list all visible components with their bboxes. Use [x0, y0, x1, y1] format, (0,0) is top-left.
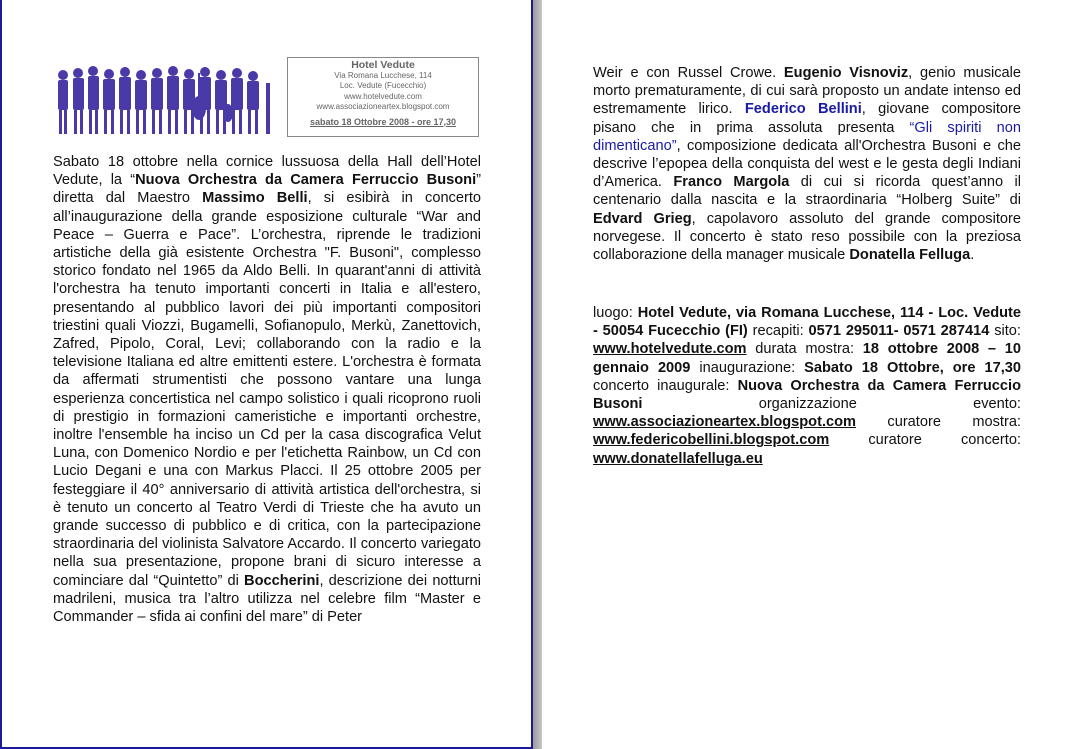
text-run: , giovane compositore pisano che in prima assoluta presenta: [593, 101, 1021, 136]
event-date: sabato 18 Ottobre 2008 - ore 17,30: [309, 116, 457, 127]
text-run: .: [970, 247, 975, 264]
text-run: Weir e con Russel Crowe.: [593, 65, 784, 81]
manager-name: Donatella Felluga: [849, 247, 971, 264]
label-luogo: luogo:: [593, 305, 638, 321]
hotel-address: Via Romana Lucchese, 114: [334, 70, 432, 80]
text-run: , composizione dedicata all'Orchestra Busoni e che descrive l’epopea della conquista del west e le gesta degli Indiani d’America.: [593, 137, 1021, 191]
hotel-site-link[interactable]: www.hotelvedute.com: [593, 341, 747, 358]
label-inaugurazione: inaugurazione:: [690, 359, 805, 376]
text-run: ” diretta dal Maestro: [53, 172, 481, 207]
felluga-link[interactable]: www.donatellafelluga.eu: [593, 450, 763, 467]
conductor-name: Massimo Belli: [202, 190, 308, 207]
exhibition-dates: 18 ottobre 2008 – 10 gennaio 2009: [593, 341, 1021, 376]
hotel-blog: www.associazioneartex.blogspot.com: [316, 102, 450, 111]
composer-visnoviz: Eugenio Visnoviz: [783, 65, 909, 81]
text-run: Sabato 18 ottobre nella cornice lussuosa della Hall dell’Hotel Vedute, la “: [53, 154, 481, 189]
artex-link[interactable]: www.associazioneartex.blogspot.com: [593, 414, 857, 431]
left-page: [0, 0, 533, 749]
composer-bellini: Federico Bellini: [744, 101, 862, 118]
label-concerto: concerto inaugurale:: [593, 377, 738, 394]
composer-grieg: Edvard Grieg: [593, 210, 692, 227]
composer-margola: Franco Margola: [673, 174, 790, 191]
text-run: , si esibirà in concerto all’inaugurazione della grande esposizione culturale “War and Peace – Guerra e Pace”. L’orchestra, riprende le tradizioni artistiche della già esistente Orchestra "F. Busoni", complesso storico fondato nel 1965 da Aldo Belli. In quarant'anni di attività l'orchestra ha tenuto importanti concerti in Italia e all'estero, presentando al pubblico lavori dei più importanti compositori triestini quali Viozzi, Bugamelli, Sofianopulo, Merkù, Zanettovich, Zafred, Pipolo, Coral, Levi; collaborando con la radio e la televisione Italiana ed altre emittenti estere. L'orchestra è formata da affermati strumentisti che possono vantare una lunga esperienza concertistica nel campo solistico i quali ricoprono ruoli di prestigio in formazioni cameristiche e importanti orchestre, inoltre l'ensemble ha inciso un Cd per la casa discografica Velut Luna, con Domenico Nordio e per l'etichetta Rainbow, un Cd con Lucio Degani e una con Markus Placci. Il 25 ottobre 2005 per festeggiare il 40° anniversario di attività artistica dell'orchestra, si è tenuto un concerto al Teatro Verdi di Trieste che ha avuto un grande successo di pubblico e di critica, con la partecipazione straordinaria del violinista Salvatore Accardo. Il concerto variegato nella sua presentazione, propone brani di sicuro interesse a cominciare dal “Quintetto” di: [53, 190, 482, 589]
page-gutter: [533, 0, 542, 749]
composer-boccherini: Boccherini: [244, 572, 320, 589]
orchestra-name: Nuova Orchestra da Camera Ferruccio Busoni: [135, 172, 477, 189]
hotel-info-box: [287, 57, 479, 137]
orchestra-photo: [53, 63, 272, 136]
text-run: , capolavoro assoluto del grande compositore norvegese. Il concerto è stato reso possibile con la preziosa collaborazione della manager musicale: [593, 210, 1021, 264]
phone-numbers: 0571 295011- 0571 287414: [808, 323, 990, 340]
right-body-text: [593, 64, 1021, 264]
hotel-name: Hotel Vedute: [351, 59, 415, 71]
text-run: di cui si ricorda quest’anno il centenario dalla nascita e la straordinaria “Holberg Suite” di: [593, 174, 1021, 209]
event-details-text: [593, 304, 1021, 468]
inauguration-date: Sabato 18 Ottobre, ore 17,30: [804, 359, 1021, 376]
orchestra-name-detail: Nuova Orchestra da Camera Ferruccio Busoni: [593, 377, 1021, 413]
label-durata: durata mostra:: [746, 341, 863, 358]
text-run: , descrizione dei notturni madrileni, musica tra l’altro utilizza nel celebre film “Master e Commander – sfida ai confini del mare” di Peter: [53, 572, 481, 626]
label-curatore-mostra: curatore mostra:: [856, 414, 1021, 431]
label-recapiti: recapiti:: [747, 323, 809, 340]
right-page: [542, 0, 1073, 749]
bellini-link[interactable]: www.federicobellini.blogspot.com: [593, 432, 830, 449]
label-organizzazione: organizzazione evento:: [642, 396, 1021, 413]
hotel-site: www.hotelvedute.com: [344, 91, 422, 101]
work-title: “Gli spiriti non dimenticano”: [593, 119, 1021, 154]
label-sito: sito:: [989, 323, 1021, 340]
venue: Hotel Vedute, via Romana Lucchese, 114 - Loc. Vedute - 50054 Fucecchio (FI): [593, 305, 1021, 340]
hotel-locality: Loc. Vedute (Fucecchio): [339, 81, 427, 90]
left-body-text: [53, 153, 481, 626]
text-run: , genio musicale morto prematuramente, di cui sarà proposto un andate intenso ed estremamente lirico.: [593, 65, 1021, 118]
label-curatore-concerto: curatore concerto:: [829, 432, 1021, 449]
orchestra-photo-icon: [53, 63, 272, 136]
